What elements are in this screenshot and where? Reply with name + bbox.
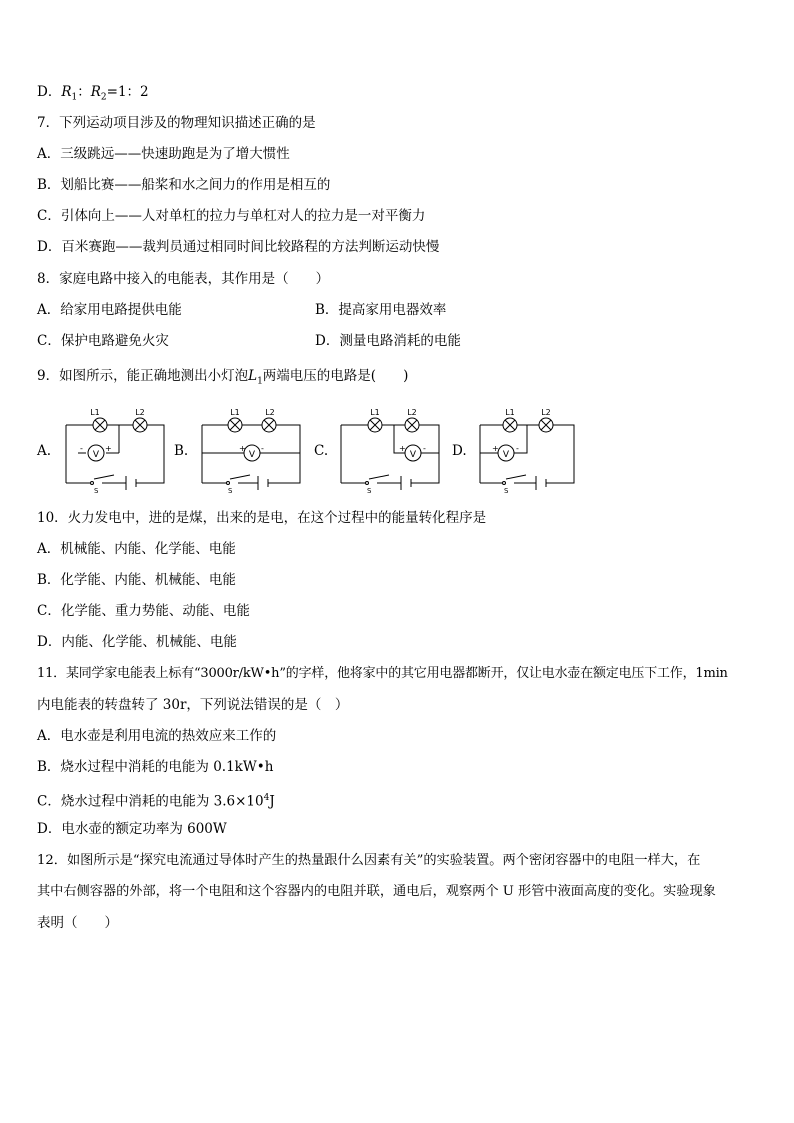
minus-sign: - bbox=[261, 444, 264, 453]
q6-colon: ： bbox=[77, 84, 91, 100]
q11-option-b: B．烧水过程中消耗的电能为 0.1kW•h bbox=[37, 759, 274, 775]
q7-stem: 7．下列运动项目涉及的物理知识描述正确的是 bbox=[37, 115, 316, 131]
circuit-diagram-c bbox=[337, 403, 443, 495]
circuit-diagram-b bbox=[198, 403, 304, 495]
q7-option-a: A．三级跳远——快速助跑是为了增大惯性 bbox=[37, 146, 290, 162]
q8-option-c: C．保护电路避免火灾 bbox=[37, 333, 169, 349]
q8-option-a: A．给家用电路提供电能 bbox=[37, 302, 182, 318]
q11-option-c bbox=[37, 789, 275, 811]
q11-option-d: D．电水壶的额定功率为 600W bbox=[37, 821, 227, 837]
lamp-l1-label: L1 bbox=[370, 408, 380, 417]
lamp-l2-icon bbox=[133, 418, 147, 432]
lamp-l1-icon bbox=[93, 418, 107, 432]
q9-label-a: A. bbox=[37, 443, 52, 459]
switch-label: S bbox=[504, 487, 509, 495]
lamp-l2-icon bbox=[405, 418, 419, 432]
q9-label-c: C. bbox=[314, 443, 329, 459]
lamp-l1-icon bbox=[228, 418, 242, 432]
q12-line2: 其中右侧容器的外部，将一个电阻和这个容器内的电阻并联，通电后，观察两个 U 形管中液面高度的变化。实验现象 bbox=[37, 884, 716, 899]
q6-r1-sub: 1 bbox=[71, 92, 78, 103]
voltmeter-label: V bbox=[409, 450, 417, 460]
voltmeter-label: V bbox=[92, 450, 100, 460]
q9-label-b: B. bbox=[174, 443, 189, 459]
q11-stem-line1: 11．某同学家电能表上标有“3000r/kW•h”的字样，他将家中的其它用电器都断开，仅让电水壶在额定电压下工作，1min bbox=[37, 666, 728, 681]
lamp-l2-label: L2 bbox=[541, 408, 551, 417]
q7-option-c: C．引体向上——人对单杠的拉力与单杠对人的拉力是一对平衡力 bbox=[37, 208, 426, 224]
switch-label: S bbox=[228, 487, 233, 495]
q6-r2: R bbox=[90, 84, 101, 100]
q8-option-d: D．测量电路消耗的电能 bbox=[315, 333, 461, 349]
circuit-diagram-d bbox=[476, 403, 582, 495]
q6-option-d bbox=[37, 83, 149, 107]
q10-option-b: B．化学能、内能、机械能、电能 bbox=[37, 572, 236, 588]
lamp-l1-icon bbox=[368, 418, 382, 432]
q9-stem bbox=[37, 367, 408, 391]
q9-label-d: D. bbox=[452, 443, 467, 459]
plus-sign: + bbox=[492, 444, 499, 453]
q7-option-d: D．百米赛跑——裁判员通过相同时间比较路程的方法判断运动快慢 bbox=[37, 239, 440, 255]
lamp-l2-label: L2 bbox=[135, 408, 145, 417]
lamp-l1-label: L1 bbox=[505, 408, 515, 417]
plus-sign: + bbox=[105, 444, 112, 453]
lamp-l2-icon bbox=[262, 418, 276, 432]
q12-line1: 12．如图所示是“探究电流通过导体时产生的热量跟什么因素有关”的实验装置。两个密闭容器中的电阻一样大，在 bbox=[37, 853, 701, 868]
q11-stem-line2: 内电能表的转盘转了 30r，下列说法错误的是（ ） bbox=[37, 697, 349, 713]
q11-option-c-pre: C．烧水过程中消耗的电能为 3.6×10 bbox=[37, 793, 264, 810]
q11-option-a: A．电水壶是利用电流的热效应来工作的 bbox=[37, 728, 277, 744]
switch-label: S bbox=[94, 487, 99, 495]
q12-line3: 表明（ ） bbox=[37, 915, 118, 931]
q11-option-c-post: J bbox=[269, 793, 275, 810]
q10-option-c: C．化学能、重力势能、动能、电能 bbox=[37, 603, 250, 619]
q6-ratio: =1：2 bbox=[106, 84, 149, 100]
q9-lamp-symbol: L bbox=[248, 368, 258, 384]
lamp-l1-label: L1 bbox=[230, 408, 240, 417]
lamp-l1-label: L1 bbox=[90, 408, 100, 417]
plus-sign: + bbox=[399, 444, 406, 453]
q7-option-b: B．划船比赛——船桨和水之间力的作用是相互的 bbox=[37, 177, 331, 193]
circuit-diagram-a bbox=[62, 403, 168, 495]
q11-option-c-sup: 4 bbox=[263, 793, 270, 803]
q6-r2-sub: 2 bbox=[100, 92, 107, 103]
q8-stem: 8．家庭电路中接入的电能表，其作用是（ ） bbox=[37, 271, 330, 287]
q9-lamp-sub: 1 bbox=[257, 376, 263, 387]
plus-sign: + bbox=[239, 444, 246, 453]
q6-r1: R bbox=[61, 84, 72, 100]
lamp-l2-icon bbox=[539, 418, 553, 432]
lamp-l2-label: L2 bbox=[407, 408, 417, 417]
q9-stem-post: 两端电压的电路是( ) bbox=[262, 368, 409, 384]
minus-sign: - bbox=[80, 444, 83, 453]
voltmeter-label: V bbox=[502, 450, 510, 460]
q10-option-a: A．机械能、内能、化学能、电能 bbox=[37, 541, 236, 557]
minus-sign: - bbox=[516, 444, 519, 453]
lamp-l1-icon bbox=[503, 418, 517, 432]
switch-label: S bbox=[367, 487, 372, 495]
q6-option-d-prefix: D． bbox=[37, 84, 62, 100]
minus-sign: - bbox=[423, 444, 426, 453]
q9-stem-pre: 9．如图所示，能正确地测出小灯泡 bbox=[37, 368, 249, 384]
lamp-l2-label: L2 bbox=[265, 408, 275, 417]
q8-option-b: B．提高家用电器效率 bbox=[315, 302, 447, 318]
q10-option-d: D．内能、化学能、机械能、电能 bbox=[37, 634, 237, 650]
voltmeter-label: V bbox=[248, 450, 256, 460]
q10-stem: 10．火力发电中，进的是煤，出来的是电，在这个过程中的能量转化程序是 bbox=[37, 510, 487, 526]
